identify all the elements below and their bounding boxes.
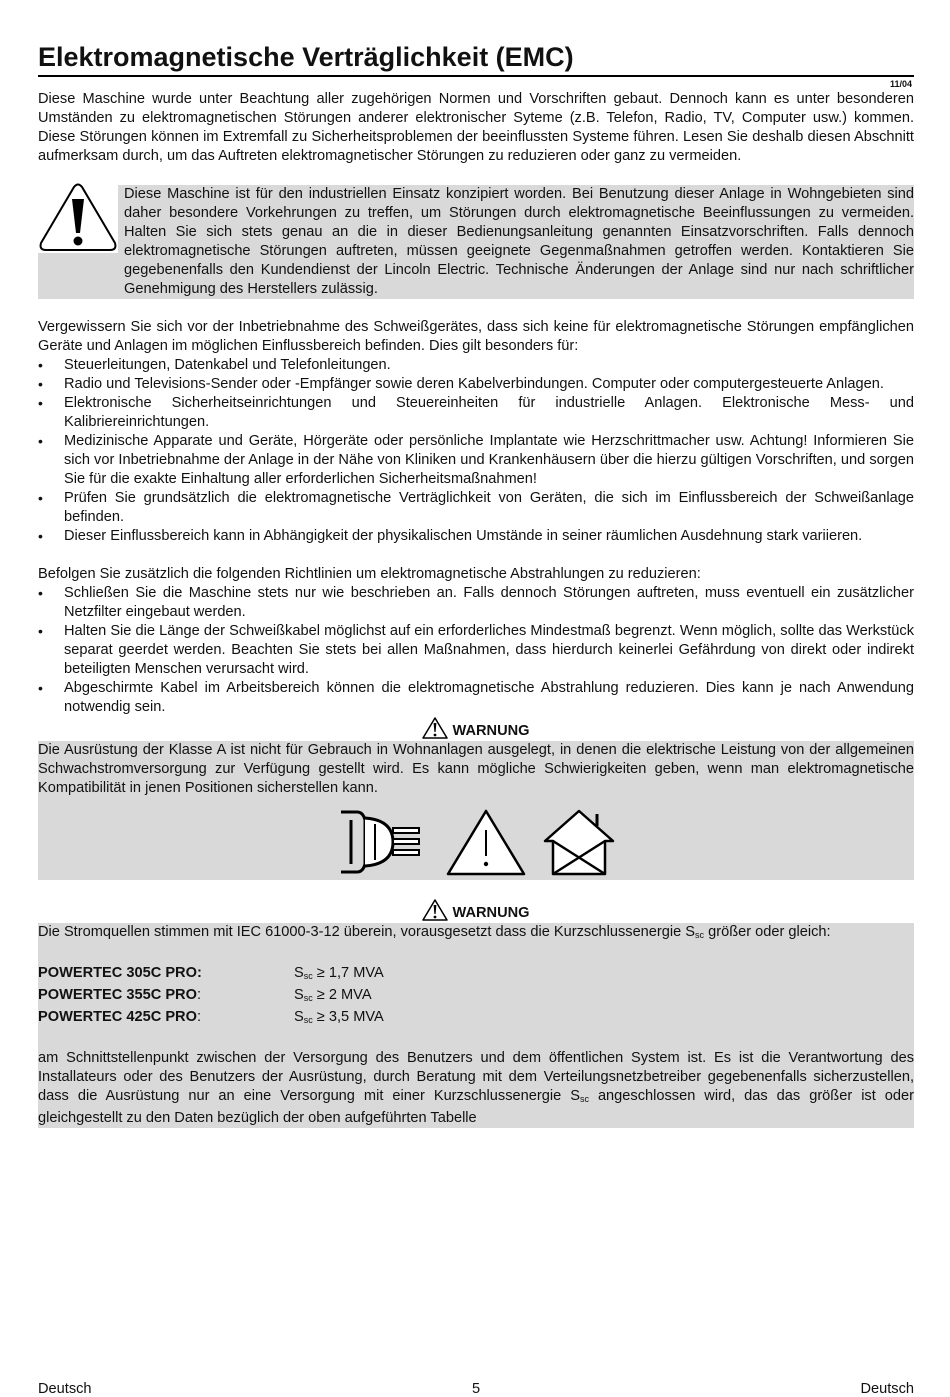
footer-language-left: Deutsch [38,1381,92,1397]
warning-icon [422,899,448,921]
power-table [38,964,914,1030]
page-title: Elektromagnetische Verträglichkeit (EMC) [38,40,914,77]
model-value: $S_{sc} \ge 2$ MVA [294,987,372,1003]
page [38,40,914,1128]
list-item: • Halten Sie die Länge der Schweißkabel möglichst auf ein erforderliches Mindestmaß begrenzt. Wenn möglich, sollte das Werkstück separat geerdet werden. Beachten Sie stets bei allen Maßnahmen, dass hierdurch keinerlei Gefährdung von direkt oder indirekt beteiligten Menschen verursacht wird. [38,622,914,679]
doc-code: 11/04 [889,79,912,89]
warning-box-1 [38,741,914,880]
notice-box [38,185,914,299]
list-item: • Elektronische Sicherheitseinrichtungen und Steuereinheiten für industrielle Anlagen. Elektronische Mess- und Kalibriereinrichtungen. [38,394,914,432]
model-name: POWERTEC 305C PRO: [38,965,202,981]
notice-text: Diese Maschine ist für den industriellen Einsatz konzipiert worden. Bei Benutzung dieser Anlage in Wohngebieten sind daher besondere Vorkehrungen zu treffen, um Störungen durch elektromagnetische Beeinflussungen zu vermeiden. Halten Sie sich stets genau an die in dieser Bedienungsanleitung genannten Einsatzvorschriften. Falls dennoch elektromagnetische Störungen auftreten, müssen geeignete Gegenmaßnahmen getroffen werden. Kontaktieren Sie gegebenenfalls den Kundendienst der Lincoln Electric. Technische Änderungen der Anlage sind nur nach schriftlicher Genehmigung des Herstellers zulässig. [38,185,914,299]
list-item: • Prüfen Sie grundsätzlich die elektromagnetische Verträglichkeit von Geräten, die sich im Einflussbereich der Schweißanlage befinden. [38,489,914,527]
warning-symbols [38,798,914,880]
list-item: • Abgeschirmte Kabel im Arbeitsbereich können die elektromagnetische Abstrahlung reduzieren. Dies kann je nach Anwendung notwendig sein. [38,679,914,717]
warning-text-2: Die Stromquellen stimmen mit IEC 61000-3-12 überein, vorausgesetzt dass die Kurzschlussenergie $S_{sc}$ größer oder gleich: [38,924,831,940]
page-number: 5 [471,1381,481,1397]
model-name: POWERTEC 355C PRO: [38,987,202,1003]
checks-list [38,356,914,546]
guidelines-intro: Befolgen Sie zusätzlich die folgenden Richtlinien um elektromagnetische Abstrahlungen zu reduzieren: [38,566,701,582]
no-residential-house-icon [541,808,617,876]
footer-language-right: Deutsch [860,1381,914,1397]
warning-box-2 [38,923,914,1128]
checks-intro: Vergewissern Sie sich vor der Inbetriebnahme des Schweißgerätes, dass sich keine für elektromagnetische Störungen empfänglichen Geräte und Anlagen im möglichen Einflussbereich befinden. Dies gilt besonders für: [38,319,914,354]
guidelines-list [38,584,914,717]
model-value: $S_{sc} \ge 3,5$ MVA [294,1009,384,1025]
warning-triangle-icon [38,183,118,253]
list-item: • Medizinische Apparate und Geräte, Hörgeräte oder persönliche Implantate wie Herzschrittmacher usw. Achtung! Informieren Sie sich vor Inbetriebnahme der Anlage in der Nähe von Kliniken und Krankenhäusern über die hierzu gültigen Vorschriften, und sorgen Sie für die exakte Einhaltung aller erforderlichen Sicherheitsmaßnahmen! [38,432,914,489]
warning-triangle-icon [445,808,527,876]
list-item: • Dieser Einflussbereich kann in Abhängigkeit der physikalischen Umstände in seiner räumlichen Ausdehnung stark variieren. [38,527,914,546]
page-footer [38,1381,914,1397]
intro-paragraph: Diese Maschine wurde unter Beachtung aller zugehörigen Normen und Vorschriften gebaut. Dennoch kann es unter besonderen Umständen zu elektromagnetischen Störungen anderer elektronischer Syteme (z.B. Telefon, Radio, TV, Computer usw.) kommen. Diese Störungen können im Extremfall zu Sicherheitsproblemen der beeinflussten Systeme führen. Lesen Sie deshalb diesen Abschnitt aufmerksam durch, um das Auftreten elektromagnetischer Störungen zu reduzieren oder ganz zu vermeiden. [38,91,914,164]
model-value: $S_{sc} \ge 1,7$ MVA [294,965,384,981]
warning-heading-2: WARNUNG [38,899,914,923]
list-item: • Radio und Televisions-Sender oder -Empfänger sowie deren Kabelverbindungen. Computer oder computergesteuerte Anlagen. [38,375,914,394]
plug-icon [335,808,431,876]
model-name: POWERTEC 425C PRO: [38,1009,202,1025]
list-item: • Schließen Sie die Maschine stets nur wie beschrieben an. Falls dennoch Störungen auftreten, muss eventuell ein zusätzlicher Netzfilter eingebaut werden. [38,584,914,622]
warning-heading-1: WARNUNG [38,717,914,741]
warning-closing-text: am Schnittstellenpunkt zwischen der Versorgung des Benutzers und dem öffentlichen System ist. Es ist die Verantwortung des Installateurs oder des Benutzers der Ausrüstung, durch Beratung mit dem Verteilungsnetzbetreiber gegebenenfalls sicherzustellen, dass die Ausrüstung nur an eine Versorgung mit einer Kurzschlussenergie $S_{sc}$ angeschlossen wird, das das größer ist oder gleichgestellt zu den Daten bezüglich der oben aufgeführten Tabelle [38,1050,914,1126]
warning-icon [422,717,448,739]
list-item: • Steuerleitungen, Datenkabel und Telefonleitungen. [38,356,914,375]
warning-text-1: Die Ausrüstung der Klasse A ist nicht für Gebrauch in Wohnanlagen ausgelegt, in denen die elektrische Leistung von der allgemeinen Schwachstromversorgung zur Verfügung gestellt wird. Es kann mögliche Schwierigkeiten geben, wenn man elektromagnetische Kompatibilität in jenen Positionen sicherstellen kann. [38,742,914,796]
